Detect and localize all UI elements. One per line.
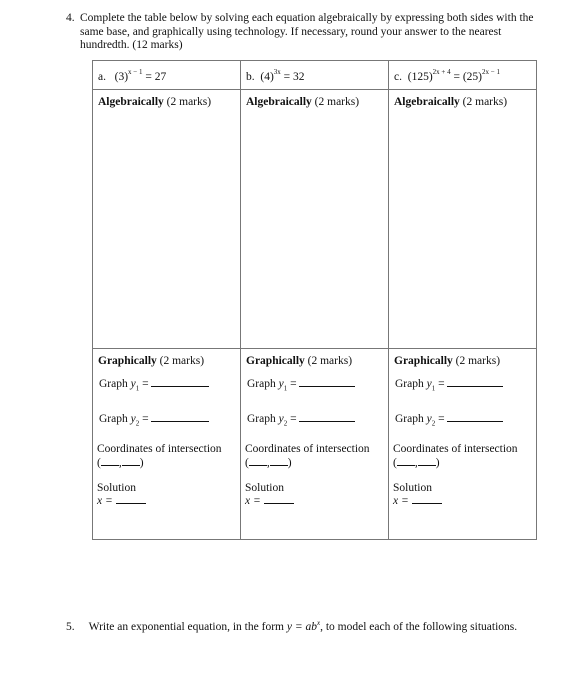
coordinates-blank-c[interactable]: ( , ) <box>393 457 440 469</box>
graphical-work-a <box>93 349 241 540</box>
solution-label-a: Solution <box>97 482 136 494</box>
equation-a: a. $(3)^{x - 1} = 27$ <box>98 68 167 83</box>
algebraically-heading-b: Algebraically (2 marks) <box>246 96 360 108</box>
question-4-number: 4. <box>66 12 75 24</box>
question-5-formula-exponent: x <box>316 619 321 627</box>
question-4-text: Complete the table below by solving each equation algebraically by expressing both sides with the same base, and graphically using technology. If necessary, round your answer to the nearest hundredth. (12 marks) <box>80 12 534 51</box>
answer-table <box>92 60 537 540</box>
equation-c-cell <box>389 61 537 90</box>
coordinates-blank-a[interactable]: ( , ) <box>97 457 144 469</box>
question-5-text-before: Write an exponential equation, in the form <box>88 620 284 633</box>
graphically-heading-b: Graphically (2 marks) <box>246 355 353 367</box>
coordinates-label-c: Coordinates of intersection <box>393 443 518 455</box>
solution-label-c: Solution <box>393 482 432 494</box>
graph-y1-b: Graph $y_1$ = <box>247 377 355 392</box>
equation-a-cell <box>93 61 241 90</box>
graph-y2-a-blank[interactable] <box>151 412 209 422</box>
algebraic-work-a[interactable] <box>93 90 241 349</box>
algebraic-work-c[interactable] <box>389 90 537 349</box>
equation-c: c. $(125)^{2x + 4} = (25)^{2x - 1}$ <box>394 68 500 83</box>
graph-y2-c: Graph $y_2$ = <box>395 412 503 427</box>
question-5-text-after: , to model each of the following situations. <box>320 620 518 633</box>
graph-y1-c-blank[interactable] <box>447 377 503 387</box>
coordinates-blank-b[interactable]: ( , ) <box>245 457 292 469</box>
solution-label-b: Solution <box>245 482 284 494</box>
graph-y2-c-blank[interactable] <box>447 412 503 422</box>
graphically-heading-a: Graphically (2 marks) <box>98 355 205 367</box>
equation-b-cell <box>241 61 389 90</box>
graph-y2-a: Graph $y_2$ = <box>99 412 209 427</box>
algebraically-heading-a: Algebraically (2 marks) <box>98 96 212 108</box>
graphical-work-b <box>241 349 389 540</box>
coordinates-label-a: Coordinates of intersection <box>97 443 222 455</box>
coordinates-label-b: Coordinates of intersection <box>245 443 370 455</box>
graphical-work-c <box>389 349 537 540</box>
graph-y1-a-blank[interactable] <box>151 377 209 387</box>
graph-y2-b-blank[interactable] <box>299 412 355 422</box>
equation-b: b. $(4)^{3x} = 32$ <box>246 68 305 83</box>
question-5-number: 5. <box>66 620 75 633</box>
question-5-formula: y = ab <box>286 620 317 633</box>
question-5 <box>66 619 517 633</box>
graph-y1-b-blank[interactable] <box>299 377 355 387</box>
graph-y1-c: Graph $y_1$ = <box>395 377 503 392</box>
graphically-heading-c: Graphically (2 marks) <box>394 355 501 367</box>
graph-y1-a: Graph $y_1$ = <box>99 377 209 392</box>
solution-blank-a[interactable]: x = <box>97 494 146 507</box>
graph-y2-b: Graph $y_2$ = <box>247 412 355 427</box>
algebraically-heading-c: Algebraically (2 marks) <box>394 96 508 108</box>
algebraic-work-b[interactable] <box>241 90 389 349</box>
solution-blank-c[interactable]: x = <box>393 494 442 507</box>
solution-blank-b[interactable]: x = <box>245 494 294 507</box>
